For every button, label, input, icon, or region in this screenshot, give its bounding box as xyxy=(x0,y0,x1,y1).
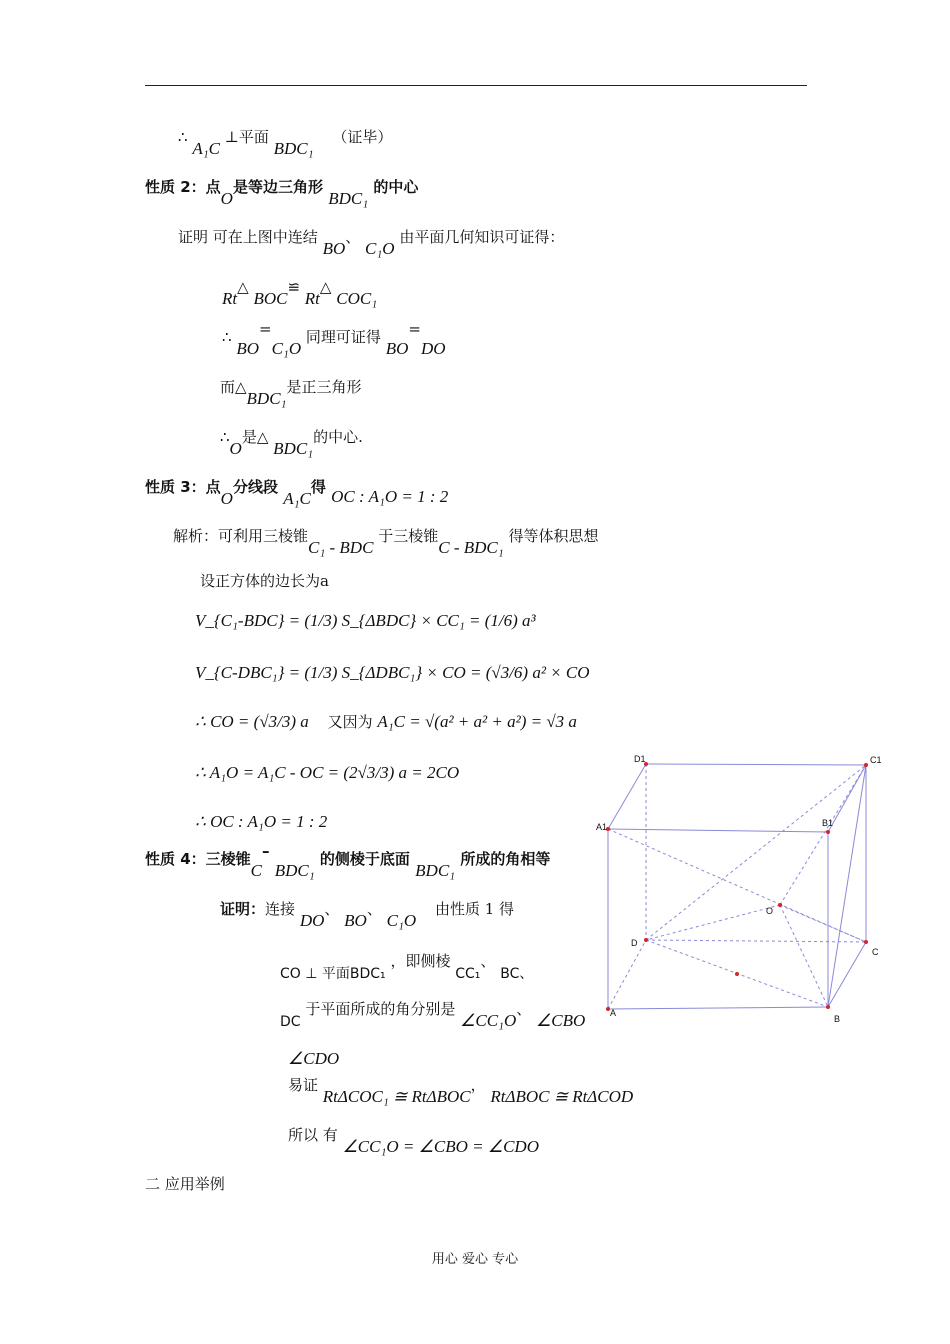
property-4-line-c: ∠CDO xyxy=(288,1049,340,1068)
edge-b-c xyxy=(828,942,866,1007)
label-c1: C1 xyxy=(870,755,882,765)
section-2-heading: 二 应用举例 xyxy=(145,1175,225,1193)
point-b xyxy=(826,1005,830,1009)
label-b1: B1 xyxy=(822,818,834,828)
label-a: A xyxy=(610,1008,617,1018)
edge-length-line: 设正方体的边长为a xyxy=(200,572,329,590)
formula-a1o: ∴ A₁O = A₁C - OC = (2√3/3) a = 2CO xyxy=(195,763,460,782)
edge-a-b xyxy=(608,1007,828,1009)
formula-co: ∴ CO = (√3/3) a 又因为 A₁C = √(a² + a² + a²) = √3 a xyxy=(195,712,577,731)
equality-line-1: ∴ BO=C₁O 同理可证得 BO=DO xyxy=(222,320,446,358)
property-2-heading: 性质 2：点O是等边三角形 BDC₁ 的中心 xyxy=(145,178,419,208)
property-4-line-d: 易证 RtΔCOC₁ ≅ RtΔBOC， RtΔBOC ≅ RtΔCOD xyxy=(288,1076,634,1106)
header-rule xyxy=(145,85,807,86)
label-d: D xyxy=(631,938,638,948)
label-d1: D1 xyxy=(634,754,646,764)
property-4-proof: 证明：连接 DO、 BO、 C₁O 由性质 1 得 xyxy=(220,900,515,930)
edge-a-d xyxy=(608,940,646,1009)
label-o: O xyxy=(766,906,774,916)
edge-a1-d1 xyxy=(608,764,646,829)
edge-d1-c1 xyxy=(646,764,866,765)
edge-c1-b xyxy=(828,765,866,1007)
cube-figure xyxy=(590,750,900,1030)
equality-line-2: 而△BDC₁是正三角形 xyxy=(220,378,362,408)
point-c1 xyxy=(864,763,868,767)
point-d xyxy=(644,938,648,942)
property-4-line-e: 所以 有 ∠CC₁O = ∠CBO = ∠CDO xyxy=(288,1126,539,1156)
formula-volume-1: V_{C₁-BDC} = (1/3) S_{ΔBDC} × CC₁ = (1/6) a³ xyxy=(195,611,536,630)
property-4-line-b: DC 于平面所成的角分别是 ∠CC₁O、 ∠CBO xyxy=(280,1000,586,1030)
page-footer: 用心 爱心 专心 xyxy=(431,1252,519,1267)
point-b1 xyxy=(826,830,830,834)
label-b: B xyxy=(834,1014,841,1024)
property-4-heading: 性质 4：三棱锥C– BDC₁ 的侧棱于底面 BDC₁ 所成的角相等 xyxy=(145,842,551,880)
formula-volume-2: V_{C-DBC₁} = (1/3) S_{ΔDBC₁} × CO = (√3/6) a² × CO xyxy=(195,663,590,682)
label-c: C xyxy=(872,947,879,957)
point-o xyxy=(778,903,782,907)
edge-a1-b1 xyxy=(608,829,828,832)
edge-a1-c xyxy=(608,829,866,942)
point-mid xyxy=(735,972,739,976)
point-c xyxy=(864,940,868,944)
property-4-line-a: CO ⊥ 平面BDC₁ ，即侧棱 CC₁、 BC、 xyxy=(280,952,534,982)
edge-o-d xyxy=(646,905,780,940)
equality-line-3: ∴O是△ BDC₁的中心. xyxy=(220,428,363,458)
congruence-line: Rt△ BOC≌ Rt△ COC₁ xyxy=(222,278,378,308)
property-3-analysis: 解析：可利用三棱锥C₁ - BDC 于三棱锥C - BDC₁ 得等体积思想 xyxy=(173,527,599,557)
property-2-proof-intro: 证明 可在上图中连结 BO、 C₁O 由平面几何知识可证得： xyxy=(178,228,565,258)
edge-d-c xyxy=(646,940,866,942)
edge-d-c1 xyxy=(646,765,866,940)
label-a1: A1 xyxy=(596,822,608,832)
conclusion-line: ∴ A₁C ⊥平面 BDC₁ （证毕） xyxy=(178,128,393,158)
edge-o-c1 xyxy=(780,765,866,905)
formula-ratio: ∴ OC : A₁O = 1 : 2 xyxy=(195,812,328,831)
property-3-heading: 性质 3：点O分线段 A₁C得 OC : A₁O = 1 : 2 xyxy=(145,478,449,508)
